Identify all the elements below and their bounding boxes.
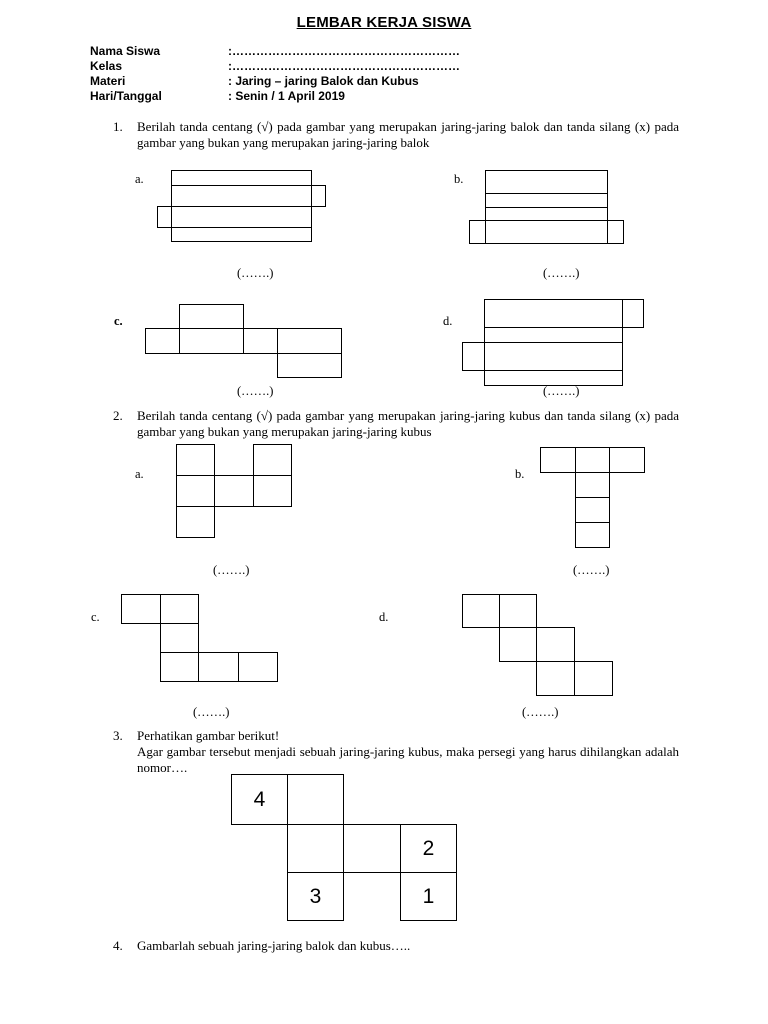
net-face	[179, 328, 244, 354]
net-face	[176, 506, 215, 538]
q2-option-d-answer-blank[interactable]: (…….)	[522, 705, 559, 719]
net-face	[484, 299, 623, 328]
net-face	[575, 472, 610, 498]
net-face	[485, 220, 608, 244]
net-face	[277, 328, 342, 354]
date-value: : Senin / 1 April 2019	[228, 89, 345, 103]
net-face	[157, 206, 172, 228]
question-4-text: Gambarlah sebuah jaring-jaring balok dan kubus…..	[137, 938, 411, 953]
net-face	[176, 475, 215, 507]
net-face	[462, 594, 500, 628]
q1-option-b-answer-blank[interactable]: (…….)	[543, 266, 580, 280]
question-2-number: 2.	[113, 408, 123, 423]
net-face	[176, 444, 215, 476]
net-face	[622, 299, 644, 328]
net-face	[575, 497, 610, 523]
q1-option-d-label: d.	[443, 314, 453, 328]
net-face	[462, 342, 485, 371]
net-face	[160, 594, 199, 624]
question-3-text: Agar gambar tersebut menjadi sebuah jaring-jaring kubus, maka persegi yang harus dihilangkan adalah nomor….	[137, 744, 679, 775]
net-face	[485, 193, 608, 208]
net-face	[540, 447, 576, 473]
net-face	[485, 170, 608, 194]
net-face	[198, 652, 239, 682]
net-face	[214, 475, 254, 507]
q2-option-c-label: c.	[91, 610, 100, 624]
material-label: Materi	[90, 74, 126, 88]
net-face	[469, 220, 486, 244]
q1-option-b-label: b.	[454, 172, 464, 186]
student-name-label: Nama Siswa	[90, 44, 161, 58]
net-face	[253, 444, 292, 476]
net-face	[277, 353, 342, 378]
q2-option-b-label: b.	[515, 467, 525, 481]
q1-option-c-label: c.	[114, 314, 123, 328]
net-face	[160, 623, 199, 653]
net-face	[287, 774, 344, 825]
net-face	[575, 447, 610, 473]
q1-option-d-answer-blank[interactable]: (…….)	[543, 384, 580, 398]
net-face	[160, 652, 199, 682]
q2-option-a-label: a.	[135, 467, 144, 481]
date-label: Hari/Tanggal	[90, 89, 162, 103]
net-face	[574, 661, 613, 696]
material-value: : Jaring – jaring Balok dan Kubus	[228, 74, 419, 88]
net-face	[607, 220, 624, 244]
net-face	[499, 594, 537, 628]
net-face	[171, 185, 312, 207]
net-face	[171, 206, 312, 228]
q1-option-a-label: a.	[135, 172, 144, 186]
net-face	[253, 475, 292, 507]
net-face	[575, 522, 610, 548]
question-1-text: Berilah tanda centang (√) pada gambar yang merupakan jaring-jaring balok dan tanda silang (x) pada gambar yang bukan yang merupakan jaring-jaring balok	[137, 119, 679, 150]
question-2-text: Berilah tanda centang (√) pada gambar yang merupakan jaring-jaring kubus dan tanda silang (x) pada gambar yang bukan yang merupakan jaring-jaring kubus	[137, 408, 679, 439]
net-face	[287, 824, 344, 873]
worksheet-title: LEMBAR KERJA SISWA	[296, 14, 472, 31]
q1-option-a-answer-blank[interactable]: (…….)	[237, 266, 274, 280]
net-face	[536, 627, 575, 662]
q2-option-b-answer-blank[interactable]: (…….)	[573, 563, 610, 577]
student-name-field: :…………………………………………………	[228, 44, 460, 58]
numbered-square: 4	[231, 774, 288, 825]
question-3-number: 3.	[113, 728, 123, 743]
net-face	[171, 170, 312, 186]
q2-option-c-answer-blank[interactable]: (…….)	[193, 705, 230, 719]
net-face	[311, 185, 326, 207]
net-face	[179, 304, 244, 329]
class-label: Kelas	[90, 59, 123, 73]
q1-option-c-answer-blank[interactable]: (…….)	[237, 384, 274, 398]
class-field: :…………………………………………………	[228, 59, 460, 73]
net-face	[485, 207, 608, 221]
q2-option-d-label: d.	[379, 610, 389, 624]
net-face	[499, 627, 537, 662]
net-face	[609, 447, 645, 473]
net-face	[121, 594, 161, 624]
net-face	[145, 328, 180, 354]
numbered-square: 3	[287, 872, 344, 921]
q2-option-a-answer-blank[interactable]: (…….)	[213, 563, 250, 577]
question-3-intro: Perhatikan gambar berikut!	[137, 728, 280, 743]
net-face	[171, 227, 312, 242]
net-face	[243, 328, 278, 354]
net-face	[343, 824, 401, 873]
numbered-square: 1	[400, 872, 457, 921]
question-4-number: 4.	[113, 938, 123, 953]
question-1-number: 1.	[113, 119, 123, 134]
net-face	[536, 661, 575, 696]
net-face	[484, 342, 623, 371]
net-face	[484, 327, 623, 343]
numbered-square: 2	[400, 824, 457, 873]
net-face	[238, 652, 278, 682]
